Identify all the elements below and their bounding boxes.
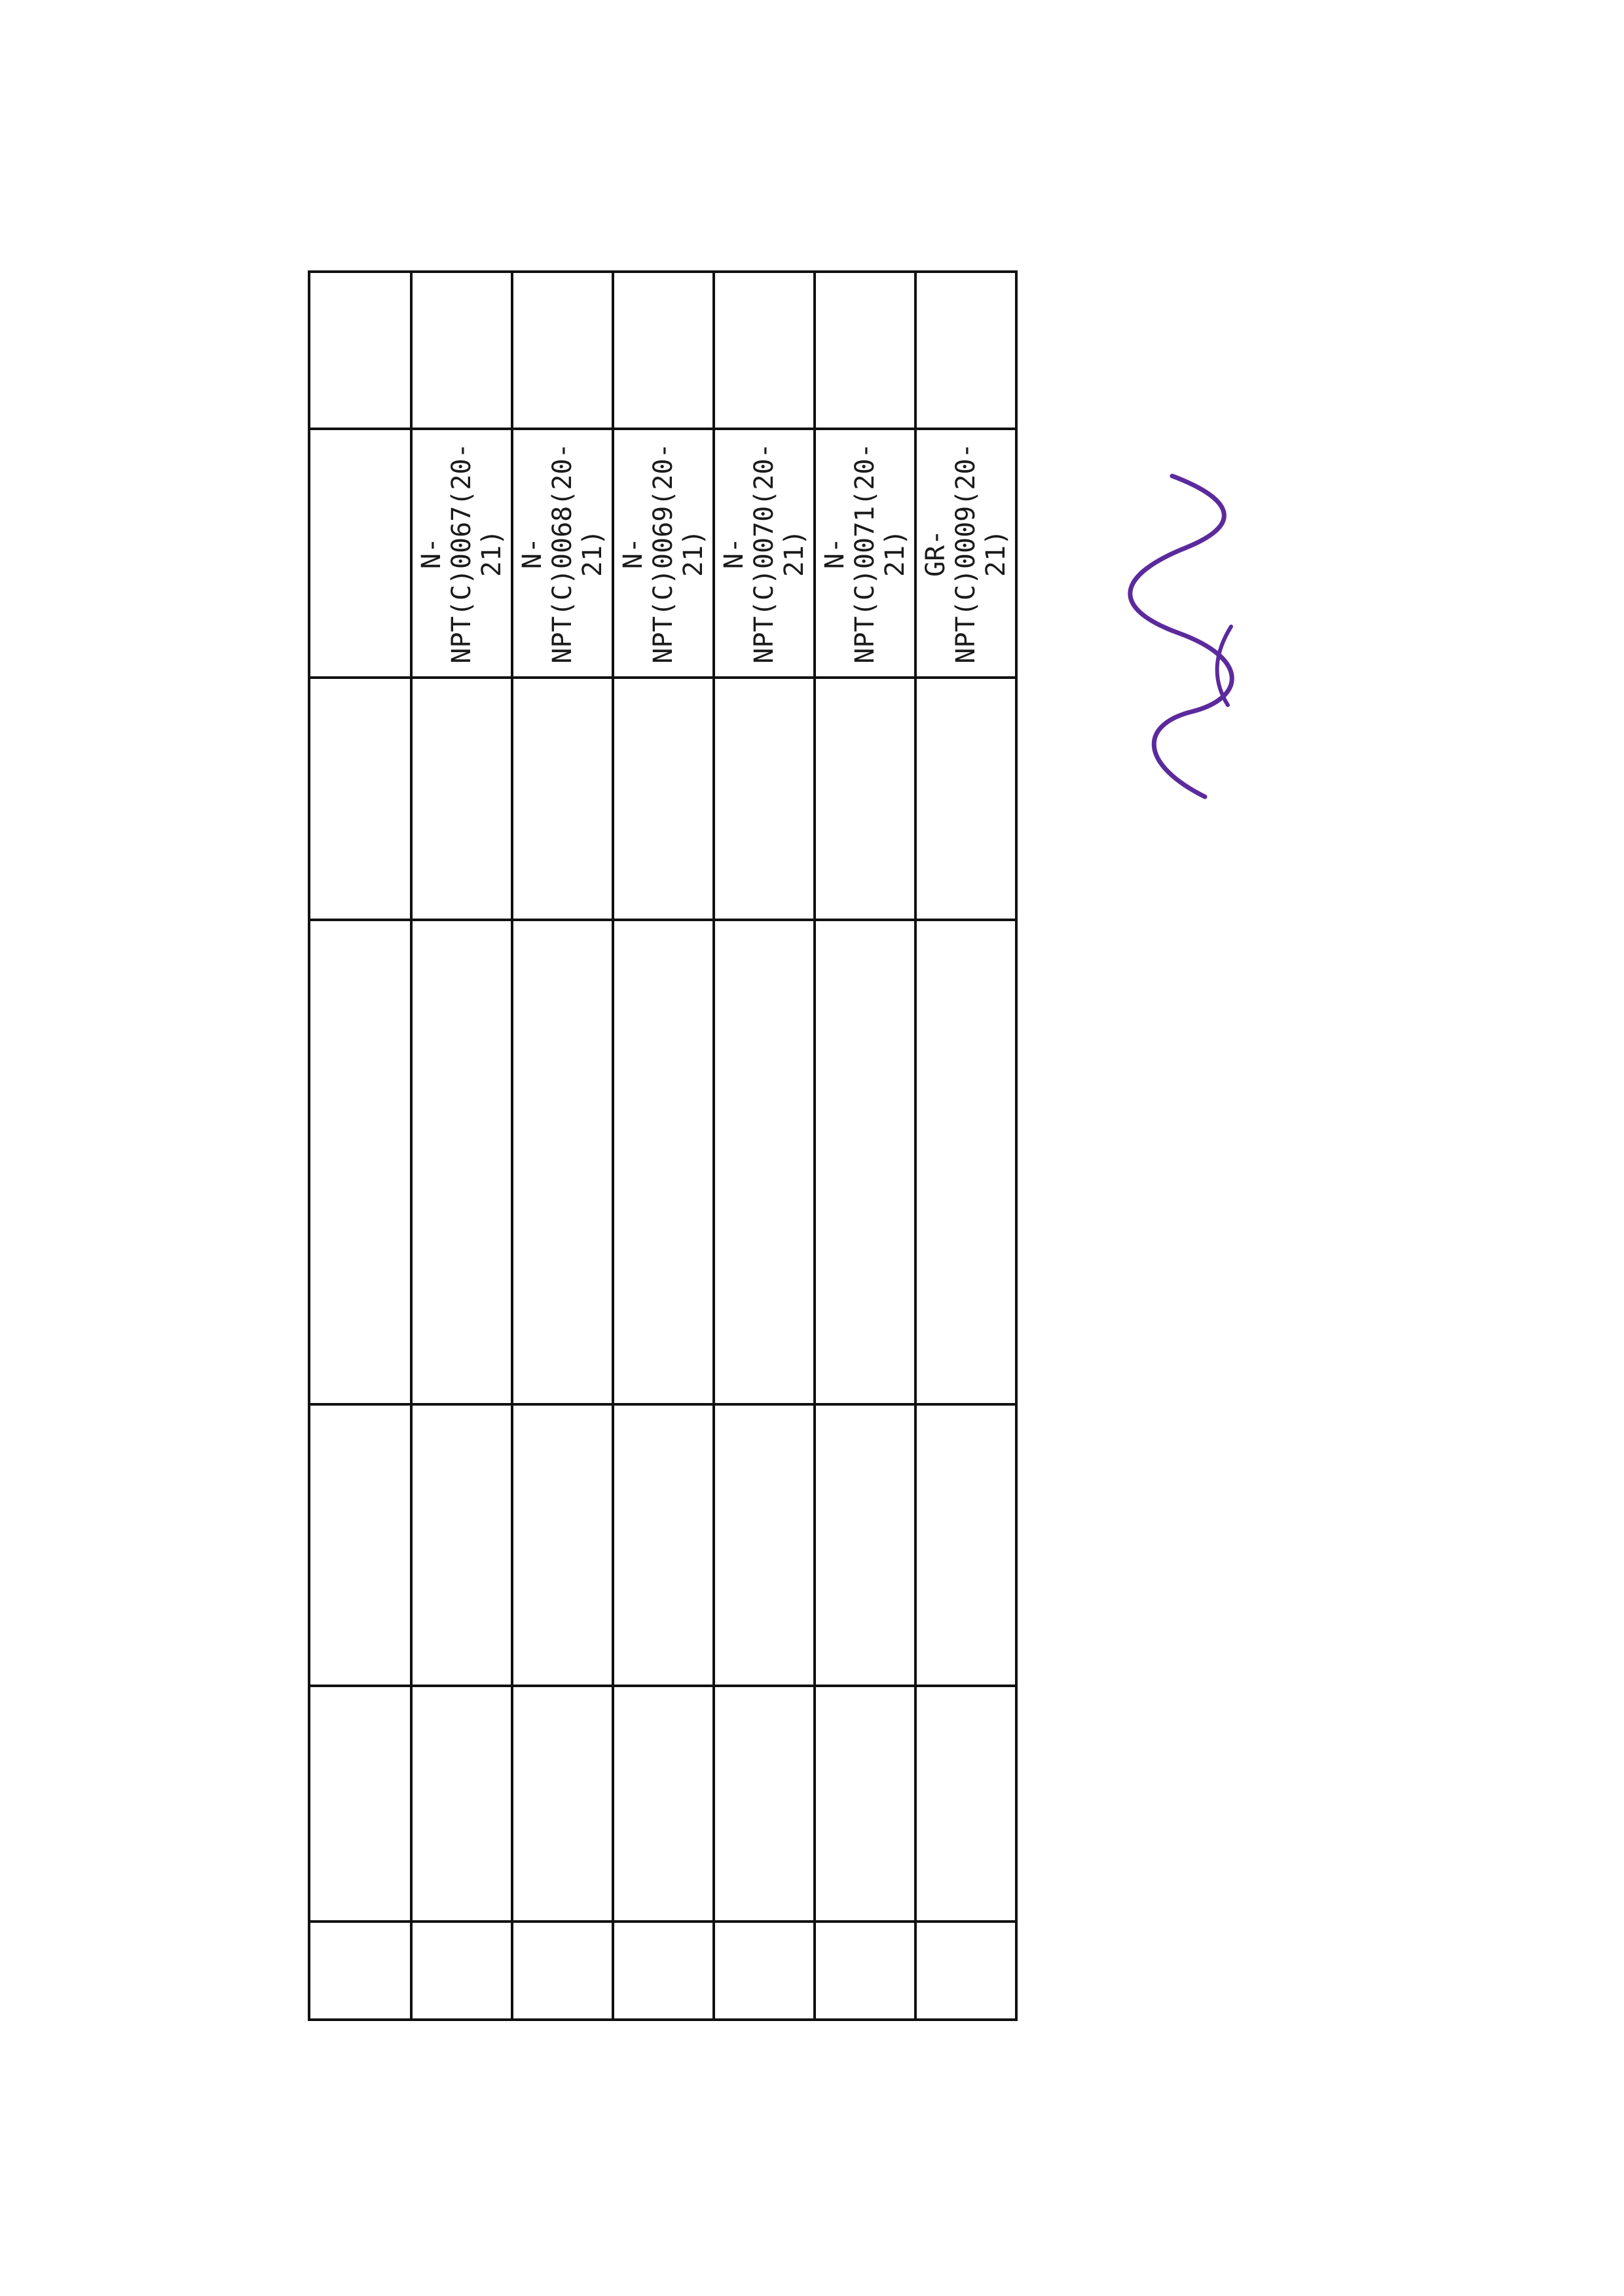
cell-no (714, 1922, 815, 2020)
cell-no (915, 1922, 1016, 2020)
header-business (309, 920, 411, 1404)
cell-business (915, 920, 1016, 1404)
cell-address (411, 1404, 512, 1686)
cell-address (613, 1404, 714, 1686)
cell-business (714, 920, 815, 1404)
cell-address (714, 1404, 815, 1686)
cell-business (411, 920, 512, 1404)
cell-remarks (915, 272, 1016, 429)
cell-license-no: N-NPT(C)0071(20-21) (815, 429, 915, 678)
table-header-row (309, 272, 411, 2020)
cell-license-type (411, 678, 512, 920)
cell-remarks (613, 272, 714, 429)
cell-no (512, 1922, 613, 2020)
cell-business (613, 920, 714, 1404)
cell-business (815, 920, 915, 1404)
header-no (309, 1922, 411, 2020)
cell-license-no: N-NPT(C)0068(20-21) (512, 429, 613, 678)
cell-remarks (411, 272, 512, 429)
table-row (714, 272, 815, 2020)
cell-license-type (714, 678, 815, 920)
cell-address (915, 1404, 1016, 1686)
cell-license-type (613, 678, 714, 920)
table-body (411, 272, 1016, 2020)
cell-license-type (512, 678, 613, 920)
header-address (309, 1404, 411, 1686)
cell-name (815, 1686, 915, 1922)
header-license-type (309, 678, 411, 920)
header-remarks (309, 272, 411, 429)
license-table (308, 270, 1018, 2021)
cell-remarks (815, 272, 915, 429)
cell-name (512, 1686, 613, 1922)
table-row (411, 272, 512, 2020)
table-row (613, 272, 714, 2020)
cell-remarks (512, 272, 613, 429)
cell-address (512, 1404, 613, 1686)
table-row (915, 272, 1016, 2020)
cell-address (815, 1404, 915, 1686)
cell-no (411, 1922, 512, 2020)
cell-business (512, 920, 613, 1404)
cell-name (613, 1686, 714, 1922)
cell-license-no: GR-NPT(C)0009(20-21) (915, 429, 1016, 678)
cell-remarks (714, 272, 815, 429)
table-row (512, 272, 613, 2020)
header-license-no (309, 429, 411, 678)
cell-no (613, 1922, 714, 2020)
header-name (309, 1686, 411, 1922)
cell-name (411, 1686, 512, 1922)
cell-license-no: N-NPT(C)0070(20-21) (714, 429, 815, 678)
cell-license-no: N-NPT(C)0069(20-21) (613, 429, 714, 678)
table-row (815, 272, 915, 2020)
approval-stamp-block (1231, 162, 1506, 528)
cell-name (714, 1686, 815, 1922)
cell-name (915, 1686, 1016, 1922)
cell-license-type (815, 678, 915, 920)
cell-no (815, 1922, 915, 2020)
cell-license-no: N-NPT(C)0067(20-21) (411, 429, 512, 678)
cell-license-type (915, 678, 1016, 920)
